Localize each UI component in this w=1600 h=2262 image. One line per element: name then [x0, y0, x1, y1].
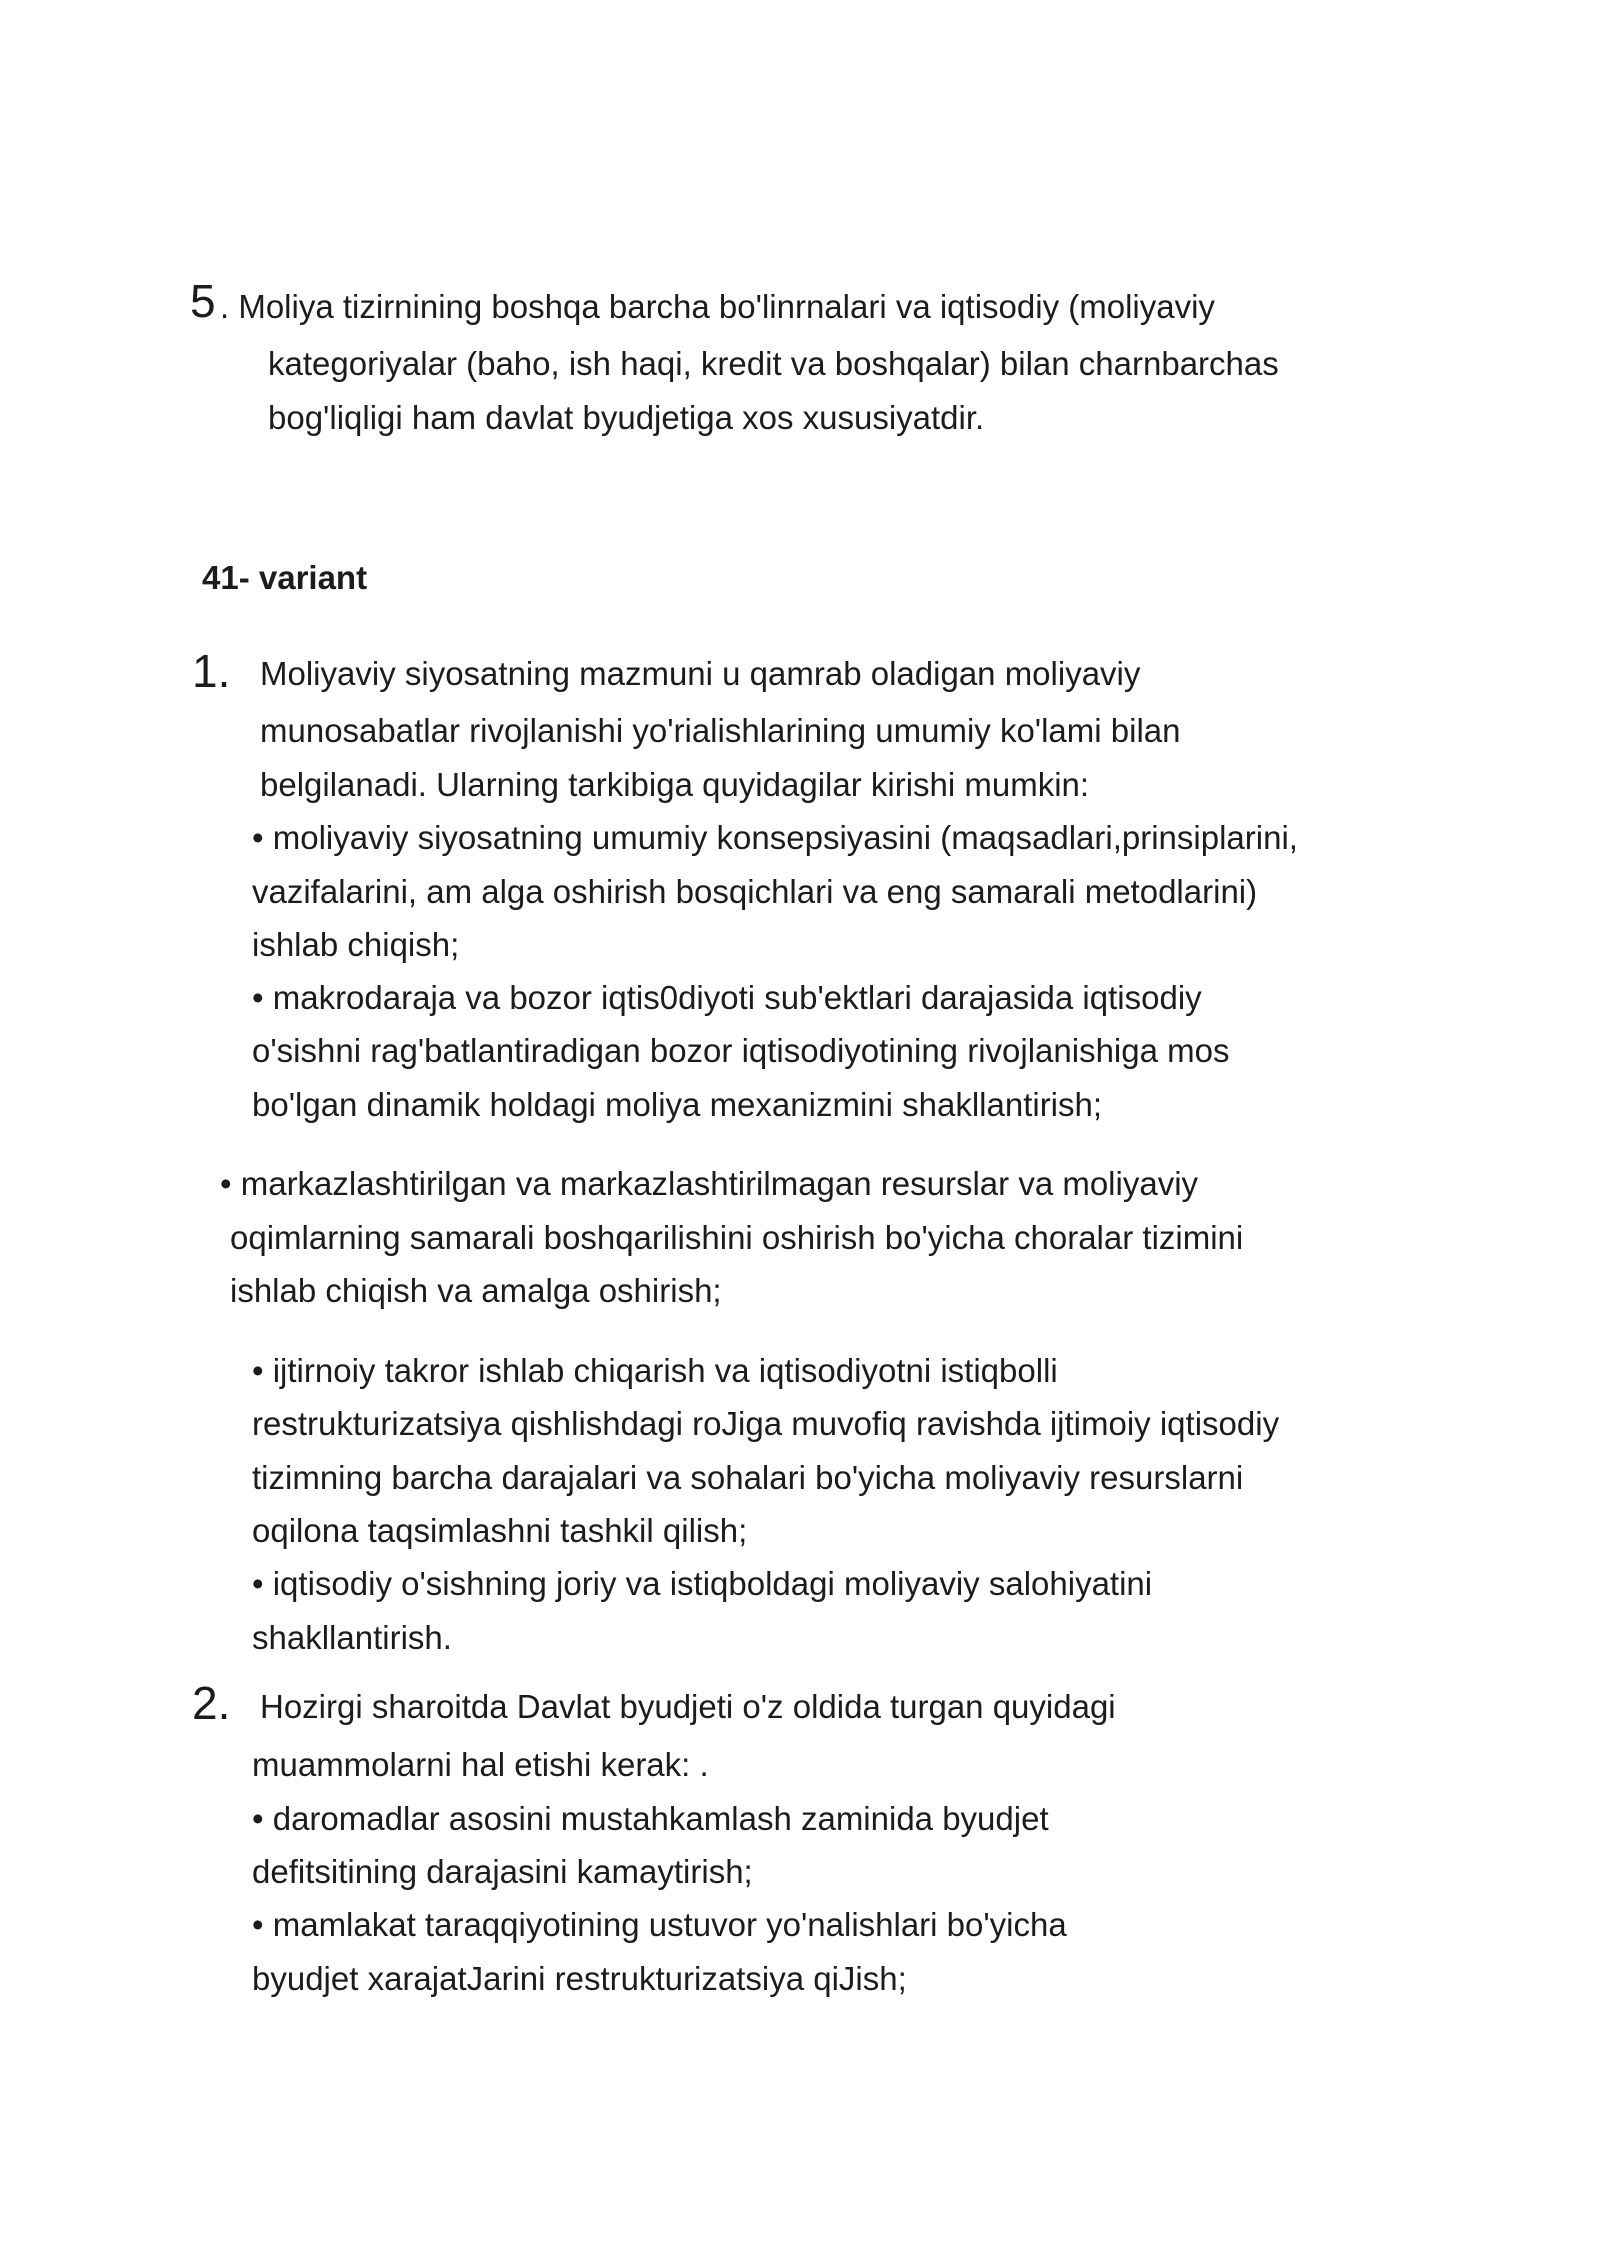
section-5-number: 5 [190, 275, 216, 327]
item-2-line-2: muammolarni hal etishi kerak: . [252, 1746, 709, 1783]
item-1-bullet-2-line-2: o'sishni rag'batlantiradigan bozor iqtisodiyotining rivojlanishiga mos [252, 1032, 1230, 1069]
item-1-bullet-4-line-3: tizimning barcha darajalari va sohalari bo'yicha moliyaviy resurslarni [252, 1459, 1244, 1496]
item-1-bullet-1-line-2: vazifalarini, am alga oshirish bosqichlari va eng samarali metodlarini) [252, 873, 1258, 910]
item-1-bullet-3-line-1: • markazlashtirilgan va markazlashtirilmagan resurslar va moliyaviy [220, 1165, 1199, 1202]
item-1-bullet-3-line-2: oqimlarning samarali boshqarilishini oshirish bo'yicha choralar tizimini [230, 1219, 1244, 1256]
item-1-line-1: Moliyaviy siyosatning mazmuni u qamrab oladigan moliyaviy [260, 655, 1141, 692]
item-1-bullet-2-line-3: bo'lgan dinamik holdagi moliya mexanizmini shakllantirish; [252, 1086, 1103, 1123]
item-2-bullet-2-line-2: byudjet xarajatJarini restrukturizatsiya qiJish; [252, 1960, 907, 1997]
section-5-line-1: . Moliya tizirnining boshqa barcha bo'linrnalari va iqtisodiy (moliyaviy [220, 288, 1215, 325]
variant-heading: 41- variant [202, 559, 368, 596]
item-1-bullet-1-line-1: • moliyaviy siyosatning umumiy konsepsiyasini (maqsadlari,prinsiplarini, [252, 819, 1298, 856]
item-1-line-2: munosabatlar rivojlanishi yo'rialishlarining umumiy ko'lami bilan [260, 712, 1181, 749]
item-2-bullet-1-line-2: defitsitining darajasini kamaytirish; [252, 1853, 753, 1890]
item-1-bullet-4-line-1: • ijtirnoiy takror ishlab chiqarish va iqtisodiyotni istiqbolli [252, 1352, 1058, 1389]
section-5-line-2: kategoriyalar (baho, ish haqi, kredit va boshqalar) bilan charnbarchas [268, 345, 1279, 382]
item-1-bullet-5-line-2: shakllantirish. [252, 1619, 452, 1656]
item-2-number: 2. [192, 1677, 231, 1729]
item-1-number: 1. [192, 645, 231, 697]
item-1-line-3: belgilanadi. Ularning tarkibiga quyidagilar kirishi mumkin: [260, 766, 1090, 803]
item-1-bullet-4-line-4: oqilona taqsimlashni tashkil qilish; [252, 1512, 748, 1549]
item-1-bullet-1-line-3: ishlab chiqish; [252, 926, 460, 963]
item-1-bullet-3-line-3: ishlab chiqish va amalga oshirish; [230, 1272, 722, 1309]
item-2-line-1: Hozirgi sharoitda Davlat byudjeti o'z oldida turgan quyidagi [260, 1688, 1116, 1725]
item-2-bullet-2-line-1: • mamlakat taraqqiyotining ustuvor yo'nalishlari bo'yicha [252, 1906, 1067, 1943]
item-1-bullet-2-line-1: • makrodaraja va bozor iqtis0diyoti sub'ektlari darajasida iqtisodiy [252, 979, 1202, 1016]
item-1-bullet-4-line-2: restrukturizatsiya qishlishdagi roJiga muvofiq ravishda ijtimoiy iqtisodiy [252, 1405, 1280, 1442]
section-5-line-3: bog'liqligi ham davlat byudjetiga xos xususiyatdir. [268, 399, 985, 436]
item-2-bullet-1-line-1: • daromadlar asosini mustahkamlash zaminida byudjet [252, 1800, 1049, 1837]
item-1-bullet-5-line-1: • iqtisodiy o'sishning joriy va istiqboldagi moliyaviy salohiyatini [252, 1565, 1153, 1602]
